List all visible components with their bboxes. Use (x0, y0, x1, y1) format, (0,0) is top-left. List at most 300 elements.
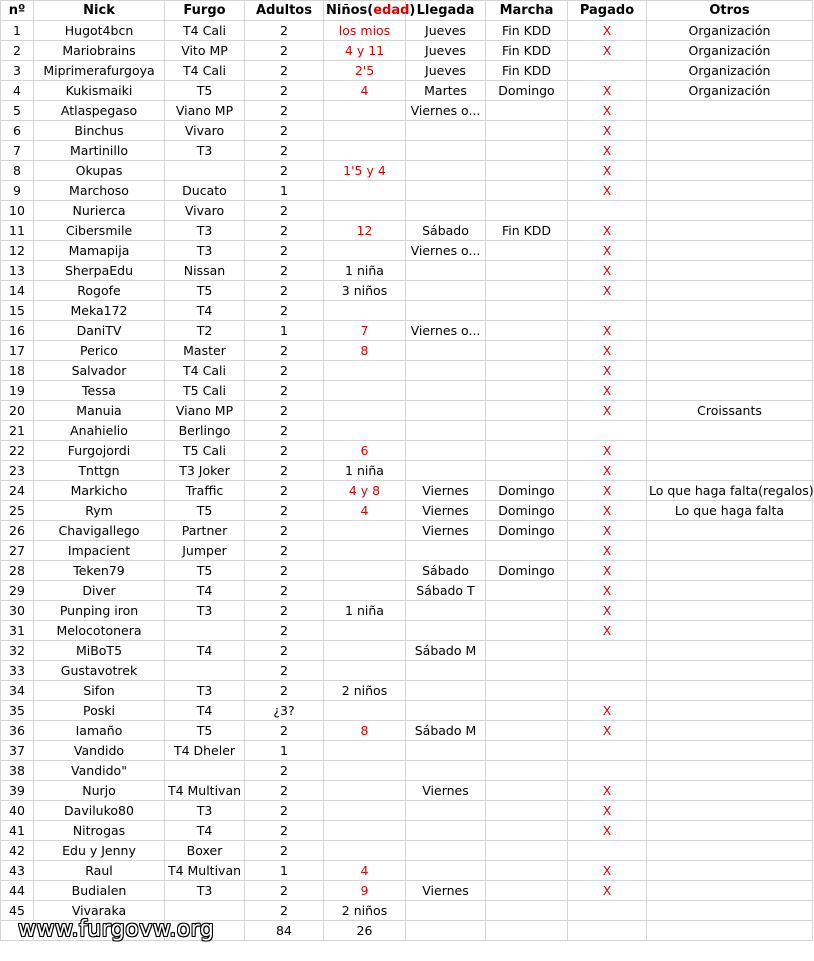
cell-marcha (486, 821, 568, 841)
cell-marcha (486, 121, 568, 141)
cell-pagado: X (568, 541, 647, 561)
table-row (1, 841, 813, 861)
cell-n: 11 (1, 221, 34, 241)
cell-nick: Martinillo (34, 141, 165, 161)
cell-adultos: 2 (245, 461, 324, 481)
cell-adultos: 2 (245, 621, 324, 641)
cell-pagado: X (568, 781, 647, 801)
cell-nick: DaniTV (34, 321, 165, 341)
cell-n: 15 (1, 301, 34, 321)
table-row (1, 161, 813, 181)
cell-ninos: 7 (324, 321, 406, 341)
cell-adultos: 2 (245, 81, 324, 101)
cell-otros (647, 161, 813, 181)
cell-n: 32 (1, 641, 34, 661)
cell-pagado (568, 301, 647, 321)
cell-pagado: X (568, 381, 647, 401)
cell-furgo: Boxer (165, 841, 245, 861)
cell-ninos (324, 201, 406, 221)
cell-furgo: T5 Cali (165, 441, 245, 461)
cell-nick: Edu y Jenny (34, 841, 165, 861)
cell-otros (647, 641, 813, 661)
cell-llegada (406, 421, 486, 441)
cell-pagado: X (568, 561, 647, 581)
cell-ninos (324, 841, 406, 861)
cell-llegada (406, 281, 486, 301)
cell-ninos (324, 801, 406, 821)
cell-llegada (406, 661, 486, 681)
cell-llegada: Jueves (406, 61, 486, 81)
cell-adultos: 2 (245, 101, 324, 121)
cell-ninos: 1 niña (324, 461, 406, 481)
cell-furgo: T4 (165, 301, 245, 321)
cell-furgo: Partner (165, 521, 245, 541)
cell-adultos: 2 (245, 501, 324, 521)
cell-adultos: 2 (245, 561, 324, 581)
cell-ninos (324, 561, 406, 581)
cell-llegada (406, 621, 486, 641)
table-body (1, 21, 813, 921)
cell-nick: Budialen (34, 881, 165, 901)
cell-pagado: X (568, 721, 647, 741)
cell-pagado: X (568, 221, 647, 241)
cell-llegada (406, 301, 486, 321)
cell-nick: Iamaño (34, 721, 165, 741)
cell-furgo: T4 Cali (165, 21, 245, 41)
cell-otros (647, 421, 813, 441)
cell-nick: Marchoso (34, 181, 165, 201)
cell-pagado: X (568, 121, 647, 141)
cell-otros: Croissants (647, 401, 813, 421)
cell-marcha (486, 441, 568, 461)
cell-furgo: T3 (165, 221, 245, 241)
cell-ninos: 1 niña (324, 601, 406, 621)
watermark-text: www.furgovw.org (18, 917, 215, 942)
cell-nick: Vandido (34, 741, 165, 761)
cell-adultos: 2 (245, 521, 324, 541)
cell-llegada (406, 861, 486, 881)
cell-furgo: T4 Dheler (165, 741, 245, 761)
cell-nick: Vandido" (34, 761, 165, 781)
cell-nick: Tessa (34, 381, 165, 401)
cell-pagado (568, 421, 647, 441)
header-marcha: Marcha (486, 1, 568, 21)
cell-ninos: 4 y 11 (324, 41, 406, 61)
header-llegada: Llegada (406, 1, 486, 21)
cell-nick: Vivaraka (34, 901, 165, 921)
cell-n: 38 (1, 761, 34, 781)
cell-otros: Organización (647, 61, 813, 81)
table-row (1, 381, 813, 401)
cell-ninos (324, 381, 406, 401)
cell-llegada (406, 441, 486, 461)
cell-otros (647, 621, 813, 641)
cell-nick: Mamapija (34, 241, 165, 261)
cell-nick: SherpaEdu (34, 261, 165, 281)
cell-pagado: X (568, 341, 647, 361)
cell-pagado: X (568, 81, 647, 101)
cell-ninos: 4 (324, 861, 406, 881)
cell-llegada: Viernes o... (406, 321, 486, 341)
cell-marcha (486, 641, 568, 661)
cell-pagado: X (568, 601, 647, 621)
table-row (1, 861, 813, 881)
table-row (1, 741, 813, 761)
cell-otros (647, 541, 813, 561)
cell-ninos: los mios (324, 21, 406, 41)
cell-nick: Salvador (34, 361, 165, 381)
cell-nick: Chavigallego (34, 521, 165, 541)
cell-ninos (324, 741, 406, 761)
cell-otros (647, 781, 813, 801)
cell-pagado: X (568, 441, 647, 461)
cell-marcha (486, 301, 568, 321)
cell-furgo: T4 (165, 641, 245, 661)
cell-adultos: 2 (245, 41, 324, 61)
cell-ninos (324, 641, 406, 661)
cell-n: 5 (1, 101, 34, 121)
cell-llegada (406, 541, 486, 561)
cell-ninos: 6 (324, 441, 406, 461)
cell-furgo: T3 (165, 801, 245, 821)
cell-n: 39 (1, 781, 34, 801)
cell-otros: Organización (647, 21, 813, 41)
cell-marcha (486, 841, 568, 861)
cell-llegada: Viernes o... (406, 241, 486, 261)
table-row (1, 781, 813, 801)
cell-llegada (406, 201, 486, 221)
cell-adultos: 2 (245, 541, 324, 561)
cell-marcha (486, 621, 568, 641)
cell-marcha: Domingo (486, 521, 568, 541)
cell-ninos: 2'5 (324, 61, 406, 81)
cell-otros (647, 801, 813, 821)
table-row (1, 21, 813, 41)
cell-nick: Furgojordi (34, 441, 165, 461)
cell-adultos: 2 (245, 681, 324, 701)
table-row (1, 621, 813, 641)
cell-otros (647, 681, 813, 701)
cell-marcha (486, 161, 568, 181)
cell-marcha (486, 281, 568, 301)
totals-llegada (406, 921, 486, 941)
cell-adultos: 2 (245, 281, 324, 301)
cell-adultos: 2 (245, 361, 324, 381)
cell-n: 44 (1, 881, 34, 901)
cell-llegada (406, 901, 486, 921)
cell-nick: Hugot4bcn (34, 21, 165, 41)
cell-ninos (324, 421, 406, 441)
cell-adultos: 1 (245, 181, 324, 201)
cell-pagado: X (568, 581, 647, 601)
cell-llegada (406, 361, 486, 381)
cell-marcha: Domingo (486, 81, 568, 101)
header-ninos-close: ) (409, 3, 416, 18)
cell-pagado: X (568, 621, 647, 641)
cell-pagado: X (568, 141, 647, 161)
cell-nick: Meka172 (34, 301, 165, 321)
table-row (1, 641, 813, 661)
cell-marcha (486, 321, 568, 341)
cell-adultos: 2 (245, 241, 324, 261)
cell-ninos: 8 (324, 341, 406, 361)
cell-ninos (324, 521, 406, 541)
cell-adultos: 2 (245, 481, 324, 501)
cell-llegada: Viernes (406, 501, 486, 521)
cell-pagado: X (568, 41, 647, 61)
cell-otros (647, 201, 813, 221)
cell-llegada: Viernes (406, 481, 486, 501)
table-row (1, 881, 813, 901)
cell-ninos: 4 (324, 501, 406, 521)
header-ninos-edad: edad (373, 3, 410, 18)
cell-otros (647, 281, 813, 301)
cell-adultos: 2 (245, 381, 324, 401)
cell-otros (647, 561, 813, 581)
cell-otros (647, 601, 813, 621)
cell-nick: Nitrogas (34, 821, 165, 841)
cell-pagado: X (568, 281, 647, 301)
cell-adultos: ¿3? (245, 701, 324, 721)
cell-marcha: Domingo (486, 501, 568, 521)
cell-n: 33 (1, 661, 34, 681)
table-row (1, 661, 813, 681)
cell-llegada: Viernes o... (406, 101, 486, 121)
cell-n: 6 (1, 121, 34, 141)
cell-llegada (406, 341, 486, 361)
cell-ninos: 3 niños (324, 281, 406, 301)
cell-n: 25 (1, 501, 34, 521)
cell-adultos: 2 (245, 661, 324, 681)
cell-llegada (406, 841, 486, 861)
cell-n: 3 (1, 61, 34, 81)
cell-furgo: T4 Multivan (165, 781, 245, 801)
cell-n: 20 (1, 401, 34, 421)
cell-ninos: 12 (324, 221, 406, 241)
cell-nick: Nurierca (34, 201, 165, 221)
cell-marcha: Fin KDD (486, 41, 568, 61)
cell-nick: Mariobrains (34, 41, 165, 61)
cell-ninos (324, 661, 406, 681)
cell-adultos: 2 (245, 401, 324, 421)
cell-llegada: Sábado M (406, 721, 486, 741)
cell-pagado (568, 661, 647, 681)
cell-nick: Rym (34, 501, 165, 521)
cell-n: 14 (1, 281, 34, 301)
cell-furgo: T5 (165, 721, 245, 741)
table-row (1, 801, 813, 821)
cell-adultos: 2 (245, 421, 324, 441)
cell-furgo (165, 761, 245, 781)
cell-marcha (486, 541, 568, 561)
cell-nick: Cibersmile (34, 221, 165, 241)
cell-pagado: X (568, 881, 647, 901)
cell-pagado (568, 641, 647, 661)
cell-ninos: 8 (324, 721, 406, 741)
cell-furgo (165, 161, 245, 181)
cell-furgo: T5 (165, 81, 245, 101)
cell-pagado (568, 761, 647, 781)
table-row (1, 701, 813, 721)
cell-otros (647, 141, 813, 161)
cell-furgo: Master (165, 341, 245, 361)
cell-n: 37 (1, 741, 34, 761)
totals-marcha (486, 921, 568, 941)
cell-adultos: 1 (245, 321, 324, 341)
cell-otros (647, 101, 813, 121)
cell-n: 27 (1, 541, 34, 561)
cell-pagado (568, 741, 647, 761)
cell-marcha (486, 101, 568, 121)
cell-marcha (486, 241, 568, 261)
cell-ninos: 1'5 y 4 (324, 161, 406, 181)
cell-ninos (324, 541, 406, 561)
cell-marcha (486, 361, 568, 381)
cell-nick: Raul (34, 861, 165, 881)
cell-ninos: 4 y 8 (324, 481, 406, 501)
cell-ninos (324, 821, 406, 841)
cell-marcha (486, 181, 568, 201)
cell-marcha (486, 701, 568, 721)
cell-n: 17 (1, 341, 34, 361)
cell-llegada: Jueves (406, 41, 486, 61)
cell-n: 12 (1, 241, 34, 261)
table-row (1, 101, 813, 121)
cell-nick: Sifon (34, 681, 165, 701)
totals-adultos: 84 (245, 921, 324, 941)
cell-furgo: T4 Cali (165, 361, 245, 381)
cell-pagado (568, 61, 647, 81)
cell-pagado (568, 901, 647, 921)
cell-marcha (486, 741, 568, 761)
cell-nick: Okupas (34, 161, 165, 181)
cell-pagado: X (568, 161, 647, 181)
cell-marcha (486, 421, 568, 441)
cell-pagado: X (568, 261, 647, 281)
cell-furgo: T3 (165, 681, 245, 701)
cell-otros (647, 241, 813, 261)
header-nick: Nick (34, 1, 165, 21)
cell-furgo: T3 (165, 141, 245, 161)
cell-llegada (406, 401, 486, 421)
cell-furgo: T5 (165, 561, 245, 581)
cell-llegada (406, 121, 486, 141)
cell-adultos: 2 (245, 221, 324, 241)
cell-otros (647, 461, 813, 481)
cell-n: 18 (1, 361, 34, 381)
header-row (1, 1, 813, 21)
header-pagado: Pagado (568, 1, 647, 21)
table-row (1, 201, 813, 221)
cell-pagado (568, 841, 647, 861)
cell-pagado: X (568, 821, 647, 841)
cell-llegada (406, 601, 486, 621)
cell-marcha (486, 661, 568, 681)
cell-marcha (486, 461, 568, 481)
cell-nick: Markicho (34, 481, 165, 501)
cell-furgo: Vivaro (165, 121, 245, 141)
cell-otros (647, 261, 813, 281)
cell-marcha (486, 861, 568, 881)
cell-ninos (324, 361, 406, 381)
cell-marcha (486, 141, 568, 161)
cell-ninos (324, 701, 406, 721)
cell-pagado: X (568, 361, 647, 381)
cell-llegada: Sábado (406, 561, 486, 581)
table-row (1, 41, 813, 61)
cell-n: 41 (1, 821, 34, 841)
cell-adultos: 2 (245, 21, 324, 41)
cell-otros: Organización (647, 81, 813, 101)
cell-pagado: X (568, 321, 647, 341)
table-row (1, 221, 813, 241)
cell-n: 7 (1, 141, 34, 161)
cell-otros: Lo que haga falta(regalos) (647, 481, 813, 501)
cell-marcha: Domingo (486, 561, 568, 581)
cell-pagado: X (568, 801, 647, 821)
cell-marcha (486, 761, 568, 781)
cell-adultos: 2 (245, 841, 324, 861)
cell-ninos (324, 301, 406, 321)
cell-llegada: Viernes (406, 881, 486, 901)
cell-n: 21 (1, 421, 34, 441)
cell-furgo: T3 (165, 601, 245, 621)
cell-nick: Melocotonera (34, 621, 165, 641)
cell-furgo: Nissan (165, 261, 245, 281)
cell-furgo: T3 Joker (165, 461, 245, 481)
header-adultos: Adultos (245, 1, 324, 21)
cell-nick: Kukismaiki (34, 81, 165, 101)
totals-ninos: 26 (324, 921, 406, 941)
cell-n: 2 (1, 41, 34, 61)
cell-pagado: X (568, 181, 647, 201)
cell-furgo: T4 Multivan (165, 861, 245, 881)
table-row (1, 281, 813, 301)
cell-otros (647, 361, 813, 381)
cell-otros (647, 901, 813, 921)
cell-ninos (324, 141, 406, 161)
table-row (1, 501, 813, 521)
cell-otros (647, 841, 813, 861)
cell-nick: Binchus (34, 121, 165, 141)
cell-otros: Organización (647, 41, 813, 61)
cell-furgo: T4 (165, 701, 245, 721)
cell-furgo: Ducato (165, 181, 245, 201)
cell-ninos (324, 581, 406, 601)
cell-llegada (406, 701, 486, 721)
cell-otros (647, 121, 813, 141)
cell-ninos: 2 niños (324, 681, 406, 701)
cell-furgo: Vito MP (165, 41, 245, 61)
cell-nick: Nurjo (34, 781, 165, 801)
cell-llegada: Jueves (406, 21, 486, 41)
cell-furgo: T3 (165, 881, 245, 901)
cell-marcha: Fin KDD (486, 21, 568, 41)
cell-n: 22 (1, 441, 34, 461)
cell-adultos: 2 (245, 761, 324, 781)
cell-n: 9 (1, 181, 34, 201)
cell-nick: Daviluko80 (34, 801, 165, 821)
cell-n: 29 (1, 581, 34, 601)
cell-furgo: T5 (165, 501, 245, 521)
cell-nick: Manuia (34, 401, 165, 421)
cell-n: 45 (1, 901, 34, 921)
cell-n: 31 (1, 621, 34, 641)
cell-ninos (324, 121, 406, 141)
cell-pagado: X (568, 501, 647, 521)
cell-otros (647, 701, 813, 721)
cell-adultos: 2 (245, 301, 324, 321)
